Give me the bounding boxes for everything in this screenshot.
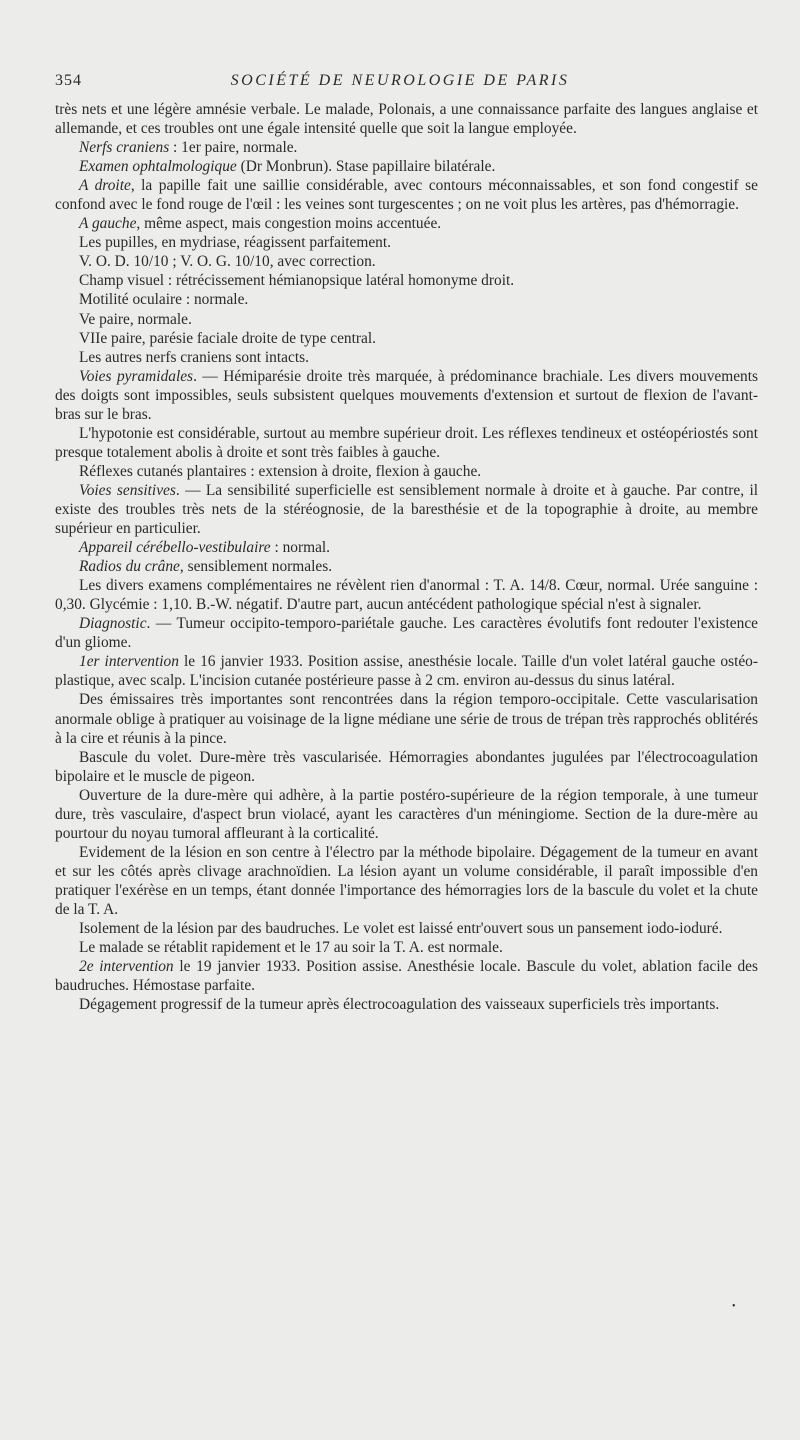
italic-heading: Appareil cérébello-vestibulaire: [79, 539, 271, 557]
paragraph-text: Motilité oculaire : normale.: [79, 291, 249, 309]
page-number: 354: [55, 72, 82, 89]
paragraph-text: Champ visuel : rétrécissement hémianopsique latéral homonyme droit.: [79, 272, 515, 290]
paragraph: [55, 481, 758, 538]
paragraph-text: Ve paire, normale.: [79, 310, 192, 328]
paragraph: [55, 214, 758, 233]
paragraph-text: le 16 janvier 1933. Position assise, anesthésie locale. Taille d'un volet latéral gauche ostéo-plastique, avec scalp. L'incision cutanée postérieure passe à 2 cm. environ au-dessus du sinus latéral.: [55, 653, 758, 690]
paragraph: [55, 290, 758, 309]
paragraph: [55, 310, 758, 329]
paragraph: [55, 252, 758, 271]
end-mark: •: [732, 1301, 736, 1312]
paragraph: [55, 652, 758, 690]
paragraph: [55, 786, 758, 843]
page-header: [55, 72, 745, 94]
paragraph: [55, 957, 758, 995]
paragraph-text: le 19 janvier 1933. Position assise. Anesthésie locale. Bascule du volet, ablation facile des baudruches. Hémostase parfaite.: [55, 958, 759, 995]
paragraph: [55, 995, 758, 1014]
paragraph-text: Bascule du volet. Dure-mère très vascularisée. Hémorragies abondantes jugulées par l'électrocoagulation bipolaire et le muscle de pigeon.: [55, 748, 758, 785]
paragraph-text: , même aspect, mais congestion moins accentuée.: [136, 215, 442, 233]
paragraph-text: V. O. D. 10/10 ; V. O. G. 10/10, avec correction.: [79, 253, 376, 271]
paragraph: [55, 938, 758, 957]
paragraph: [55, 157, 758, 176]
paragraph-text: Evidement de la lésion en son centre à l'électro par la méthode bipolaire. Dégagement de la tumeur en avant et sur les côtés après clivage arachnoïdien. La lésion ayant un volume considérable, il paraît impossible d'en pratiquer l'exérèse en un temps, étant donnée l'importance des hémorragies lors de la bascule du volet et la chute de la T. A.: [55, 843, 758, 918]
paragraph-text: . — Tumeur occipito-temporo-pariétale gauche. Les caractères évolutifs font redouter l'existence d'un gliome.: [55, 615, 758, 652]
paragraph: [55, 557, 758, 576]
paragraph: [55, 614, 758, 652]
paragraph: [55, 690, 758, 747]
paragraph-text: (Dr Monbrun). Stase papillaire bilatérale.: [236, 158, 496, 176]
paragraph: [55, 424, 758, 462]
paragraph-text: très nets et une légère amnésie verbale. Le malade, Polonais, a une connaissance parfaite des langues anglaise et allemande, et ces troubles ont une égale intensité quelle que soit la langue employée.: [55, 101, 758, 138]
paragraph-text: Les pupilles, en mydriase, réagissent parfaitement.: [79, 234, 391, 252]
body-text: [55, 100, 758, 1014]
paragraph: [55, 538, 758, 557]
paragraph-text: L'hypotonie est considérable, surtout au membre supérieur droit. Les réflexes tendineux et ostéopériostés sont presque totalement abolis à droite et sont très faibles à gauche.: [55, 424, 758, 461]
paragraph-text: , sensiblement normales.: [179, 558, 333, 576]
paragraph-text: Ouverture de la dure-mère qui adhère, à la partie postéro-supérieure de la région temporale, à une tumeur dure, très vasculaire, d'aspect brun violacé, ayant les caractères d'un méningiome. Section de la dure-mère au pourtour du noyau tumoral affleurant à la corticalité.: [55, 786, 758, 842]
italic-heading: Nerfs craniens: [79, 139, 170, 157]
italic-heading: A gauche: [79, 215, 137, 233]
paragraph-text: . — Hémiparésie droite très marquée, à prédominance brachiale. Les divers mouvements des doigts sont impossibles, seuls subsistent quelques mouvements d'extension et surtout de flexion de l'avant-bras sur le bras.: [55, 367, 758, 423]
paragraph-text: Les divers examens complémentaires ne révèlent rien d'anormal : T. A. 14/8. Cœur, normal. Urée sanguine : 0,30. Glycémie : 1,10. B.-W. négatif. D'autre part, aucun antécédent pathologique spécial n'est à signaler.: [55, 577, 758, 614]
italic-heading: Diagnostic: [79, 615, 147, 633]
paragraph-text: Des émissaires très importantes sont rencontrées dans la région temporo-occipitale. Cette vascularisation anormale oblige à pratiquer au voisinage de la ligne médiane une série de trous de trépan très rapprochés oblitérés à la cire et réunis à la pince.: [55, 691, 758, 747]
paragraph-text: Les autres nerfs craniens sont intacts.: [79, 348, 309, 366]
italic-heading: 2e intervention: [79, 958, 174, 976]
paragraph-text: : normal.: [270, 539, 331, 557]
italic-heading: A droite: [79, 177, 131, 195]
paragraph-text: . — La sensibilité superficielle est sensiblement normale à droite et à gauche. Par contre, il existe des troubles très nets de la stéréognosie, de la baresthésie et de la topographie à droite, au membre supérieur en particulier.: [55, 481, 758, 538]
italic-heading: Voies pyramidales: [79, 367, 194, 385]
italic-heading: Examen ophtalmologique: [79, 158, 237, 176]
paragraph: [55, 271, 758, 290]
paragraph-text: Dégagement progressif de la tumeur après électrocoagulation des vaisseaux superficiels très importants.: [79, 996, 720, 1014]
paragraph: [55, 233, 758, 252]
paragraph: [55, 348, 758, 367]
paragraph: [55, 176, 758, 214]
paragraph-text: , la papille fait une saillie considérable, avec contours méconnaissables, et son fond congestif se confond avec le fond rouge de l'œil : les veines sont turgescentes ; on ne voit plus les artères, pas d'hémorragie.: [55, 177, 758, 214]
paragraph: [55, 576, 758, 614]
paragraph-text: Isolement de la lésion par des baudruches. Le volet est laissé entr'ouvert sous un pansement iodo-ioduré.: [79, 920, 723, 938]
paragraph-text: : 1er paire, normale.: [169, 139, 298, 157]
paragraph: [55, 367, 758, 424]
italic-heading: 1er intervention: [79, 653, 179, 671]
paragraph-text: Le malade se rétablit rapidement et le 17 au soir la T. A. est normale.: [79, 939, 503, 957]
paragraph: [55, 462, 758, 481]
paragraph: [55, 919, 758, 938]
italic-heading: Radios du crâne: [79, 558, 180, 576]
paragraph: [55, 748, 758, 786]
running-title: SOCIÉTÉ DE NEUROLOGIE DE PARIS: [230, 72, 570, 89]
paragraph-text: Réflexes cutanés plantaires : extension à droite, flexion à gauche.: [79, 462, 482, 480]
paragraph: [55, 138, 758, 157]
paragraph: [55, 100, 758, 138]
italic-heading: Voies sensitives: [79, 481, 176, 499]
paragraph: [55, 329, 758, 348]
paragraph-text: VIIe paire, parésie faciale droite de type central.: [79, 329, 376, 347]
paragraph: [55, 843, 758, 919]
